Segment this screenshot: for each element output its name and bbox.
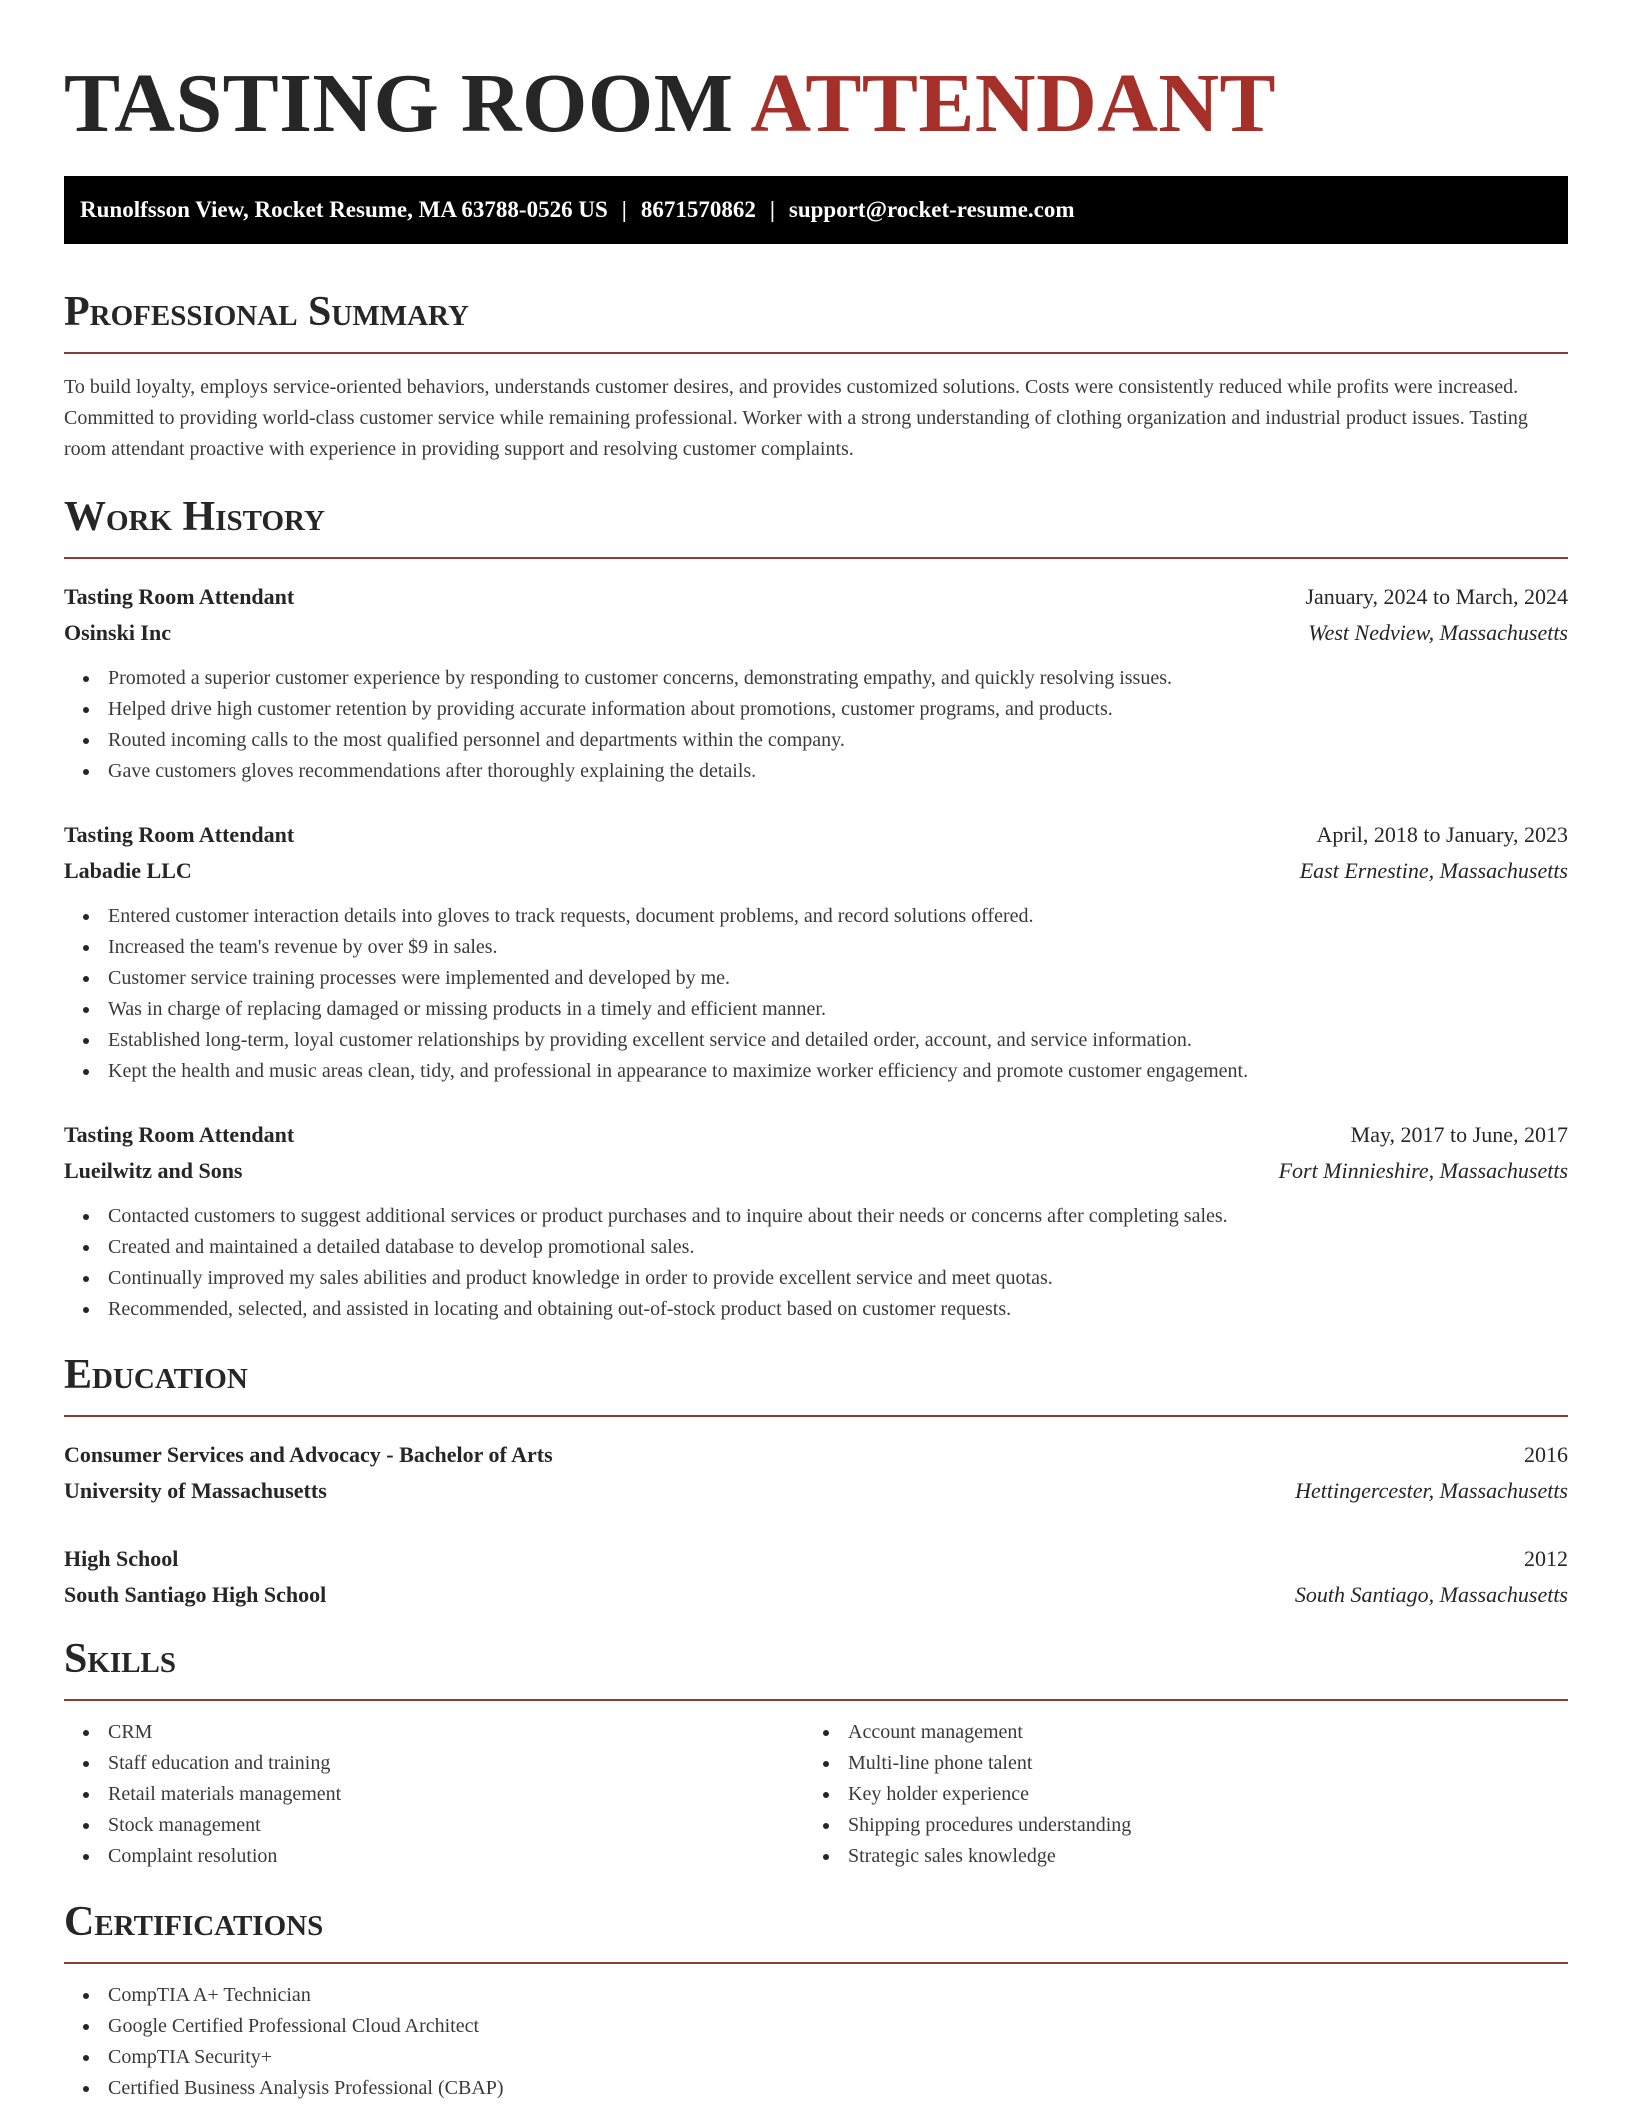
job-company: Osinski Inc [64,620,171,645]
job-company-row [64,615,1568,651]
job-dates: April, 2018 to January, 2023 [1316,822,1568,847]
job-entry [64,1117,1568,1325]
education-location: Hettingercester, Massachusetts [1295,1478,1568,1503]
job-bullets [64,1201,1568,1325]
section-title-summary: Professional Summary [64,289,469,335]
job-entry [64,817,1568,1087]
job-bullets [64,901,1568,1087]
job-bullet: Entered customer interaction details into gloves to track requests, document problems, and record solutions offered. [108,901,1568,932]
skill-item: CRM [108,1717,804,1748]
job-header-row [64,579,1568,615]
section-divider [64,352,1568,354]
contact-email[interactable]: support@rocket-resume.com [788,197,1075,222]
education-entry [64,1437,1568,1509]
job-bullet: Created and maintained a detailed database to develop promotional sales. [108,1232,1568,1263]
job-company: Lueilwitz and Sons [64,1158,243,1183]
job-bullet: Was in charge of replacing damaged or missing products in a timely and efficient manner. [108,994,1568,1025]
job-location: East Ernestine, Massachusetts [1299,858,1568,883]
job-bullet: Increased the team's revenue by over $9 in sales. [108,932,1568,963]
education-school: University of Massachusetts [64,1478,327,1503]
name-first: TASTING ROOM [64,57,734,150]
job-company-row [64,1153,1568,1189]
name-last: ATTENDANT [750,57,1277,150]
education-year: 2016 [1524,1442,1568,1467]
job-bullet: Gave customers gloves recommendations after thoroughly explaining the details. [108,756,1568,787]
job-role: Tasting Room Attendant [64,1122,295,1147]
education-header-row [64,1437,1568,1473]
skill-item: Multi-line phone talent [848,1748,1544,1779]
skill-item: Stock management [108,1810,804,1841]
job-bullet: Established long-term, loyal customer relationships by providing excellent service and detailed order, account, and service information. [108,1025,1568,1056]
skill-item: Strategic sales knowledge [848,1841,1544,1872]
skill-item: Staff education and training [108,1748,804,1779]
job-bullet: Customer service training processes were implemented and developed by me. [108,963,1568,994]
job-role: Tasting Room Attendant [64,584,295,609]
certification-item: Certified Business Analysis Professional (CBAP) [108,2073,1568,2104]
section-title-skills: Skills [64,1636,177,1682]
job-bullet: Routed incoming calls to the most qualified personnel and departments within the company. [108,725,1568,756]
skill-item: Retail materials management [108,1779,804,1810]
skills-grid [64,1717,1568,1872]
job-bullet: Continually improved my sales abilities and product knowledge in order to provide excellent service and meet quotas. [108,1263,1568,1294]
job-company: Labadie LLC [64,858,192,883]
job-header-row [64,817,1568,853]
resume-name [64,0,1568,152]
job-bullet: Contacted customers to suggest additional services or product purchases and to inquire about their needs or concerns after completing sales. [108,1201,1568,1232]
resume-page [64,0,1568,2104]
job-bullet: Promoted a superior customer experience by responding to customer concerns, demonstrating empathy, and quickly resolving issues. [108,663,1568,694]
education-entry [64,1541,1568,1613]
job-header-row [64,1117,1568,1153]
job-location: West Nedview, Massachusetts [1308,620,1568,645]
certifications-list [64,1980,1568,2104]
education-year: 2012 [1524,1546,1568,1571]
section-title-education: Education [64,1352,248,1398]
certification-item: CompTIA Security+ [108,2042,1568,2073]
contact-separator: | [769,197,775,222]
skills-column-left [64,1717,804,1872]
skills-column-right [804,1717,1544,1872]
contact-address: Runolfsson View, Rocket Resume, MA 63788-0526 US [80,197,608,222]
skill-item: Account management [848,1717,1544,1748]
job-role: Tasting Room Attendant [64,822,295,847]
section-divider [64,1415,1568,1417]
job-bullets [64,663,1568,787]
education-degree: Consumer Services and Advocacy - Bachelor of Arts [64,1442,553,1467]
job-bullet: Kept the health and music areas clean, tidy, and professional in appearance to maximize worker efficiency and promote customer engagement. [108,1056,1568,1087]
education-header-row [64,1541,1568,1577]
section-divider [64,1699,1568,1701]
education-school: South Santiago High School [64,1582,327,1607]
section-title-work-history: Work History [64,494,325,540]
contact-bar [64,176,1568,244]
job-bullet: Recommended, selected, and assisted in locating and obtaining out-of-stock product based on customer requests. [108,1294,1568,1325]
skill-item: Shipping procedures understanding [848,1810,1544,1841]
job-company-row [64,853,1568,889]
education-location: South Santiago, Massachusetts [1294,1582,1568,1607]
job-dates: May, 2017 to June, 2017 [1350,1122,1568,1147]
section-divider [64,557,1568,559]
contact-phone: 8671570862 [640,197,756,222]
job-dates: January, 2024 to March, 2024 [1305,584,1568,609]
job-bullet: Helped drive high customer retention by providing accurate information about promotions, customer programs, and products. [108,694,1568,725]
education-school-row [64,1473,1568,1509]
section-title-certifications: Certifications [64,1899,324,1945]
certification-item: CompTIA A+ Technician [108,1980,1568,2011]
education-school-row [64,1577,1568,1613]
job-location: Fort Minnieshire, Massachusetts [1278,1158,1568,1183]
section-divider [64,1962,1568,1964]
education-degree: High School [64,1546,179,1571]
certification-item: Google Certified Professional Cloud Architect [108,2011,1568,2042]
skill-item: Complaint resolution [108,1841,804,1872]
summary-text: To build loyalty, employs service-oriented behaviors, understands customer desires, and provides customized solutions. Costs were consistently reduced while profits were increased. Committed to providing world-class customer service while remaining professional. Worker with a strong understanding of clothing organization and industrial product issues. Tasting room attendant proactive with experience in providing support and resolving customer complaints. [64,376,1528,460]
job-entry [64,579,1568,787]
contact-separator: | [621,197,627,222]
skill-item: Key holder experience [848,1779,1544,1810]
